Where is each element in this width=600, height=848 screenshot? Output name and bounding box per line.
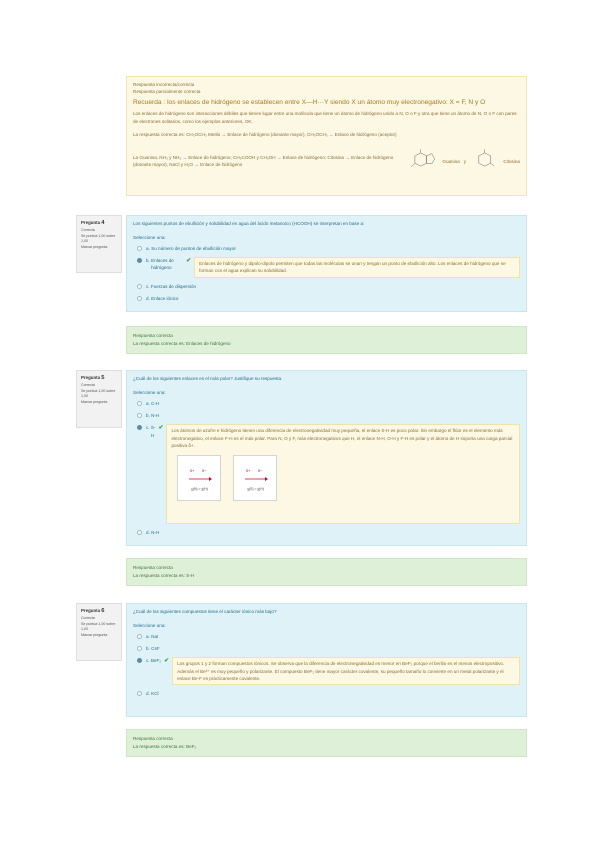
question-5-option-b[interactable]: b. N-H — [133, 412, 520, 419]
question-5-state: Correcta — [81, 382, 95, 387]
question-5-text: ¿Cuál de los siguientes enlaces es el más polar? Justifique su respuesta. — [133, 376, 283, 381]
radio-button[interactable] — [137, 401, 142, 406]
correct-check-icon: ✔ — [158, 425, 164, 432]
question-5-select-label: Seleccione una: — [133, 390, 166, 396]
question-4-flag[interactable]: Marcar pregunta — [81, 244, 108, 249]
question-4-answer — [126, 326, 527, 354]
dipole-arrow-icon — [240, 465, 270, 487]
question-4-number: Pregunta 4 — [81, 220, 105, 226]
question-5-info — [76, 370, 122, 428]
question-5-answer — [126, 558, 527, 586]
question-6-flag[interactable]: Marcar pregunta — [81, 632, 108, 637]
answer-title: Respuesta correcta — [133, 736, 173, 741]
answer-title: Respuesta correcta — [133, 565, 173, 570]
fig1-label: χ(N) > χ(H) — [191, 486, 208, 491]
feedback-subtitle: Respuesta parcialmente correcta — [133, 89, 201, 95]
question-5-content — [126, 370, 527, 546]
guanina-label: Guanina — [442, 158, 460, 164]
radio-button[interactable] — [137, 634, 142, 639]
option-label: S-H — [150, 425, 156, 438]
radio-button[interactable] — [137, 691, 142, 696]
question-6-option-a[interactable]: a. NaI — [133, 633, 520, 640]
feedback-paragraph-1: Los enlaces de hidrógeno son interacciones débiles que tienen lugar entre una molécula que tiene un átomo de hidrógeno unido a N, O o F y otra que tiene un átomo de N, O o F con pares de electrones solitarios, como los ejemplos anteriores, OK. — [133, 111, 517, 124]
question-4-points: Se puntúa 1,00 sobre 1,00 — [81, 233, 116, 244]
answer-text: La respuesta correcta es: BeF₂ — [133, 743, 197, 749]
radio-button-selected[interactable] — [137, 658, 142, 663]
question-6-select-label: Seleccione una: — [133, 623, 166, 629]
radio-button[interactable] — [137, 296, 142, 301]
question-4-option-b[interactable]: b. Enlaces de hidrógeno ✔ Enlaces de hidrógeno y dipolo-dipolo permiten que todas las moléculas se unan y tengan un punto de ebullición alto. Los enlaces de hidrógeno que se forman con el agua explican su solubilidad. — [133, 257, 520, 278]
question-4-select-label: Seleccione una: — [133, 235, 166, 241]
svg-text:δ−: δ− — [258, 467, 264, 473]
option-label: KCl — [151, 691, 159, 697]
question-5-points: Se puntúa 1,00 sobre 1,00 — [81, 388, 116, 399]
citosina-label: Citosina — [503, 158, 520, 164]
option-label: Enlaces de hidrógeno — [151, 258, 174, 271]
answer-text: La respuesta correcta es: S-H — [133, 572, 195, 578]
question-4-text: Los siguientes puntos de ebullición y solubilidad en agua del ácido metanoico (HCOOH) se interpretan en base a: — [133, 221, 365, 226]
question-5-option-c[interactable]: c. S-H ✔ Los átomos de azufre e hidrógeno tienen una diferencia de electronegatividad muy pequeña, el enlace S-H es poco polar. Sin embargo el flúor es el elemento más electronegativo, el enlace F-H es el más polar. Para N, O y F, más electronegativos que H, el enlace N-H, O-H y F-H es polar y el átomo de H soporta una carga parcial positiva δ+. δ+ δ− χ(N) > χ(H) δ+ δ− χ(S) ≈ χ(H) — [133, 424, 520, 524]
question-4-state: Correcta — [81, 227, 95, 232]
cytosine-structure-image — [470, 144, 499, 178]
svg-text:δ+: δ+ — [190, 467, 196, 473]
option-feedback-text: Los átomos de azufre e hidrógeno tienen una diferencia de electronegatividad muy pequeña, el enlace S-H es poco polar. Sin embargo el flúor es el elemento más electronegativo, el enlace F-H es el más polar. Para N, O y F, más electronegativos que H, el enlace N-H, O-H y F-H es polar y el átomo de H soporta una carga parcial positiva δ+. — [171, 428, 513, 449]
correct-check-icon: ✔ — [164, 658, 170, 665]
question-5-number: Pregunta 5 — [81, 375, 105, 381]
question-6-number: Pregunta 6 — [81, 608, 105, 614]
correct-check-icon: ✔ — [186, 258, 192, 265]
feedback-paragraph-2: La respuesta correcta es: CH₃OCH₃ Metilo → Enlace de hidrógeno (donante mayor), CH₃OCH₃ → Enlace de hidrógeno (aceptor) — [133, 131, 397, 137]
radio-button-selected[interactable] — [137, 425, 142, 430]
option-label: Enlace iónico — [151, 296, 179, 302]
y-label: y — [463, 158, 467, 164]
option-label: Su número de puntos de ebullición mayor — [151, 245, 236, 251]
answer-title: Respuesta correcta — [133, 333, 173, 338]
guanine-structure-image — [409, 144, 438, 178]
radio-button[interactable] — [137, 246, 142, 251]
question-6-content — [126, 603, 527, 717]
previous-question-feedback — [126, 76, 527, 196]
question-4-option-c[interactable]: c. Fuerzas de dispersión — [133, 283, 520, 290]
question-4-option-d[interactable]: d. Enlace iónico — [133, 295, 520, 302]
question-6-answer — [126, 729, 527, 757]
radio-button[interactable] — [137, 530, 142, 535]
question-6-text: ¿Cuál de los siguientes compuestos tiene el carácter iónico más bajo? — [133, 609, 277, 614]
dipole-figure-nh — [177, 455, 221, 501]
option-label: CsF — [151, 646, 160, 652]
question-4-content — [126, 215, 527, 312]
feedback-title: Respuesta incorrecta/correcta — [133, 82, 195, 87]
question-6-option-b[interactable]: b. CsF — [133, 645, 520, 652]
question-5-option-a[interactable]: a. C-H — [133, 400, 520, 407]
radio-button[interactable] — [137, 284, 142, 289]
option-feedback — [166, 424, 520, 524]
question-6-option-c[interactable]: c. BeF₂ ✔ Los grupos 1 y 2 forman compuestos iónicos. Se observa que la diferencia de electronegatividad es menor en BeF₂ porque el berilio es el menos electropositivo. Además el Be²⁺ es muy pequeño y polarizante. El compuesto BeF₂ tiene mayor carácter covalente, su pequeño tamaño lo convierte en un metal polarizante y el enlace Be-F es prácticamente covalente. — [133, 657, 520, 685]
option-label: C-H — [151, 400, 160, 406]
option-label: BeF₂ — [150, 658, 162, 664]
svg-text:δ−: δ− — [202, 467, 208, 473]
option-label: NaI — [151, 633, 159, 639]
option-feedback: Los grupos 1 y 2 forman compuestos iónicos. Se observa que la diferencia de electronegatividad es menor en BeF₂ porque el berilio es el menos electropositivo. Además el Be²⁺ es muy pequeño y polarizante. El compuesto BeF₂ tiene mayor carácter covalente, su pequeño tamaño lo convierte en un metal polarizante y el enlace Be-F es prácticamente covalente. — [172, 657, 520, 685]
question-6-info — [76, 603, 122, 661]
question-6-option-d[interactable]: d. KCl — [133, 690, 520, 697]
option-label: Fuerzas de dispersión — [150, 283, 197, 289]
option-feedback: Enlaces de hidrógeno y dipolo-dipolo permiten que todas las moléculas se unan y tengan un punto de ebullición alto. Los enlaces de hidrógeno que se forman con el agua explican su solubilidad. — [194, 257, 520, 278]
svg-text:δ+: δ+ — [246, 467, 252, 473]
question-6-points: Se puntúa 1,00 sobre 1,00 — [81, 621, 116, 632]
recuerda-text: Recuerda : los enlaces de hidrógeno se establecen entre X—H···Y siendo X un átomo muy electronegativo: X = F, N y O — [133, 98, 486, 106]
feedback-paragraph-3: La Guanina, NH₃ y NH₃ → Enlace de hidrógeno; CH₃COOH y CH₃OH → Enlace de hidrógeno; Citosina → Enlace de hidrógeno (donante mayor), NaCl y H₂O → Enlace de hidrógeno — [133, 154, 394, 168]
question-4-option-a[interactable]: a. Su número de puntos de ebullición mayor — [133, 245, 520, 252]
option-label: N-H — [151, 530, 160, 536]
question-4-info — [76, 215, 122, 273]
question-5-option-d[interactable]: d. N-H — [133, 529, 520, 536]
option-label: N-H — [151, 413, 160, 419]
radio-button-selected[interactable] — [137, 258, 142, 263]
fig2-label: χ(S) ≈ χ(H) — [247, 486, 264, 491]
dipole-figure-sh — [233, 455, 277, 501]
question-6-state: Correcta — [81, 615, 95, 620]
answer-text: La respuesta correcta es: Enlaces de hidrógeno — [133, 340, 231, 346]
question-5-flag[interactable]: Marcar pregunta — [81, 399, 108, 404]
radio-button[interactable] — [137, 413, 142, 418]
radio-button[interactable] — [137, 646, 142, 651]
dipole-arrow-icon — [184, 465, 214, 487]
